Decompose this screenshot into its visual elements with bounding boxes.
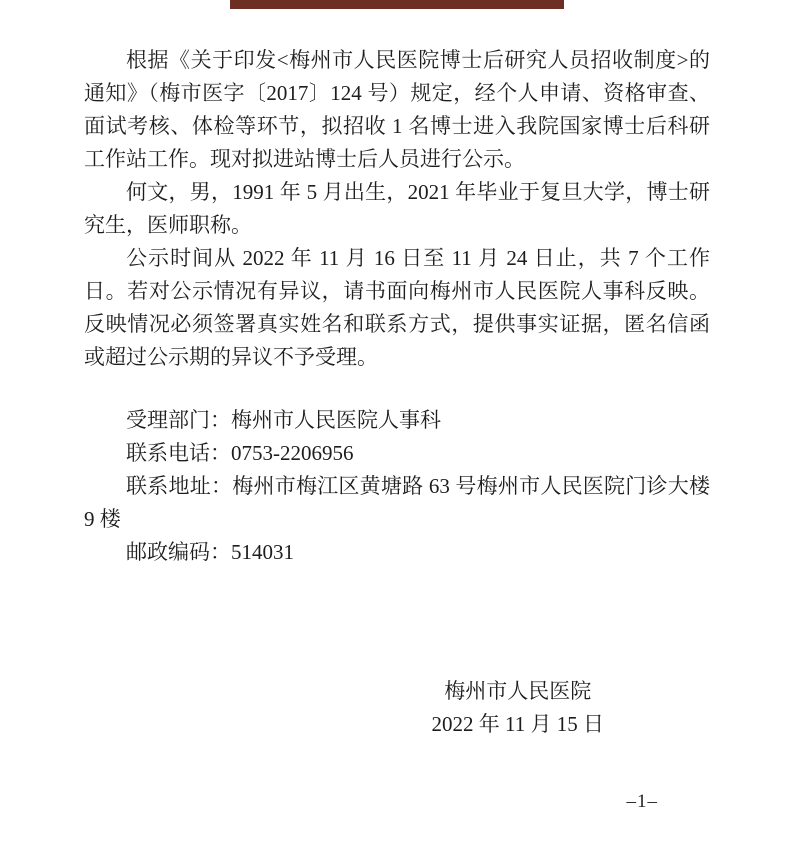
- paragraph-recruitment-basis: 根据《关于印发<梅州市人民医院博士后研究人员招收制度>的通知》（梅市医字〔2017〕124 号）规定，经个人申请、资格审查、面试考核、体检等环节，拟招收 1 名博士进入我院国家博士后科研工作站工作。现对拟进站博士后人员进行公示。: [84, 48, 710, 171]
- cropped-red-title-bar: [230, 0, 564, 9]
- signature-block: [432, 675, 604, 741]
- contact-phone-label: 联系电话：: [126, 441, 231, 465]
- contact-block: [84, 404, 710, 569]
- contact-address-value: 梅州市梅江区黄塘路 63 号梅州市人民医院门诊大楼 9 楼: [84, 474, 711, 531]
- contact-phone-line: [84, 437, 710, 470]
- contact-postcode-line: [84, 536, 710, 569]
- contact-department-line: [84, 404, 710, 437]
- paragraph-publicity-period: 公示时间从 2022 年 11 月 16 日至 11 月 24 日止，共 7 个工作日。若对公示情况有异议，请书面向梅州市人民医院人事科反映。反映情况必须签署真实姓名和联系方式，提供事实证据，匿名信函或超过公示期的异议不予受理。: [84, 246, 710, 369]
- contact-address-label: 联系地址：: [126, 474, 233, 498]
- contact-department-value: 梅州市人民医院人事科: [231, 408, 441, 432]
- signature-organization: 梅州市人民医院: [444, 679, 592, 703]
- page-number: –1–: [626, 791, 658, 812]
- contact-phone-value: 0753-2206956: [231, 441, 354, 465]
- contact-postcode-label: 邮政编码：: [126, 540, 231, 564]
- contact-postcode-value: 514031: [231, 540, 294, 564]
- paragraph-candidate-info: 何文，男，1991 年 5 月出生，2021 年毕业于复旦大学，博士研究生，医师职称。: [84, 180, 710, 237]
- contact-address-line: [84, 470, 710, 536]
- signature-date: 2022 年 11 月 15 日: [431, 712, 604, 736]
- contact-department-label: 受理部门：: [126, 408, 231, 432]
